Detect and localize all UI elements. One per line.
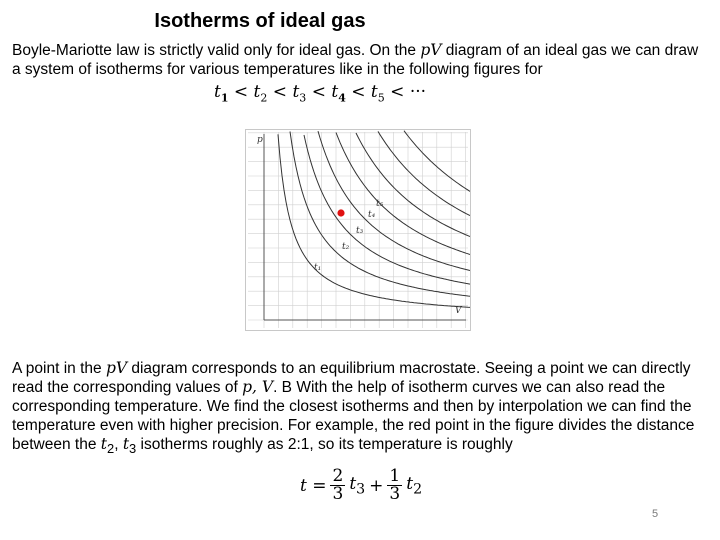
ineq-lt-4: < [351, 82, 366, 102]
slide-title: Isotherms of ideal gas [154, 10, 366, 32]
formula-var1: t [349, 473, 357, 494]
formula-frac1-num: 2 [332, 466, 344, 486]
curve-label-t3: t₃ [356, 226, 364, 236]
body-comma: , [114, 436, 123, 453]
ineq-s1: 1 [220, 91, 229, 105]
body-text-2: diagram corresponds to an equilibrium macrostate. Seeing a point we can directly read the corresponding values of [12, 360, 691, 396]
formula-lhs: t = [300, 475, 327, 496]
curve-label-t4: t₄ [368, 210, 376, 220]
ineq-s3: 3 [299, 91, 307, 105]
intro-text-2: diagram of an ideal gas we can draw a system of isotherms for various temperatures like in the following figures for [12, 42, 699, 78]
body-t3-sub: 3 [129, 441, 137, 457]
ineq-t5: t [370, 82, 378, 102]
curve-label-t1: t₁ [314, 263, 322, 273]
formula-fraction-2 [387, 468, 402, 503]
state-point [337, 209, 344, 216]
curve-label-t2: t₂ [342, 242, 350, 252]
ineq-lt-5: < [390, 82, 405, 102]
ineq-dots: ··· [409, 82, 427, 102]
ineq-t3: t [292, 82, 300, 102]
pv-symbol: pV [420, 41, 442, 59]
ineq-t4: t [331, 82, 339, 102]
ineq-lt-3: < [311, 82, 326, 102]
isotherm-curve [356, 133, 470, 237]
formula-plus: + [369, 475, 384, 496]
ineq-s2: 2 [260, 91, 268, 105]
isotherm-curve [378, 131, 470, 215]
intro-paragraph [12, 41, 702, 79]
page-number: 5 [652, 508, 659, 520]
body-text-3: . B With the help of isotherm curves we can also read the corresponding temperature. We find the closest isotherms and then by interpolation we can find the temperature even with higher precision. For example, the red point in the figure divides the distance between the [12, 379, 695, 453]
body-text-1: A point in the [12, 360, 106, 377]
curve-label-t5: t₅ [376, 199, 384, 209]
y-axis-label: p [257, 135, 263, 145]
formula-frac2-den: 3 [389, 484, 401, 504]
formula-fraction-1 [330, 468, 345, 503]
body-text-4: isotherms roughly as 2:1, so its temperature is roughly [136, 436, 513, 453]
pv-isotherm-diagram [245, 129, 471, 331]
ineq-t1: t [213, 82, 221, 102]
formula-term-1 [349, 474, 365, 497]
body-pv-symbol: pV [105, 359, 128, 377]
formula-var2-sub: 2 [413, 481, 423, 498]
body-t3: t [122, 435, 130, 453]
ineq-s5: 5 [377, 91, 385, 105]
isotherm-curve [278, 134, 470, 307]
ineq-s4: 4 [338, 91, 346, 105]
isotherm-curve [318, 131, 470, 270]
body-t2: t [100, 435, 107, 453]
body-paragraph [12, 359, 702, 458]
formula-var2: t [406, 473, 414, 494]
formula-var1-sub: 3 [356, 481, 366, 498]
body-pv-values: p, V [242, 378, 274, 396]
temperature-inequality [0, 82, 720, 104]
formula-frac1-den: 3 [332, 484, 344, 504]
formula-frac2-num: 1 [389, 466, 401, 486]
ineq-lt-2: < [272, 82, 288, 102]
body-t2-sub: 2 [107, 441, 115, 457]
isotherm-curve [336, 133, 470, 255]
x-axis-label: V [455, 306, 462, 316]
formula-term-2 [406, 474, 422, 497]
ineq-lt-1: < [233, 82, 249, 102]
temperature-formula [300, 468, 422, 503]
intro-text-1: Boyle-Mariotte law is strictly valid only for ideal gas. On the [12, 42, 421, 59]
ineq-t2: t [253, 82, 261, 102]
